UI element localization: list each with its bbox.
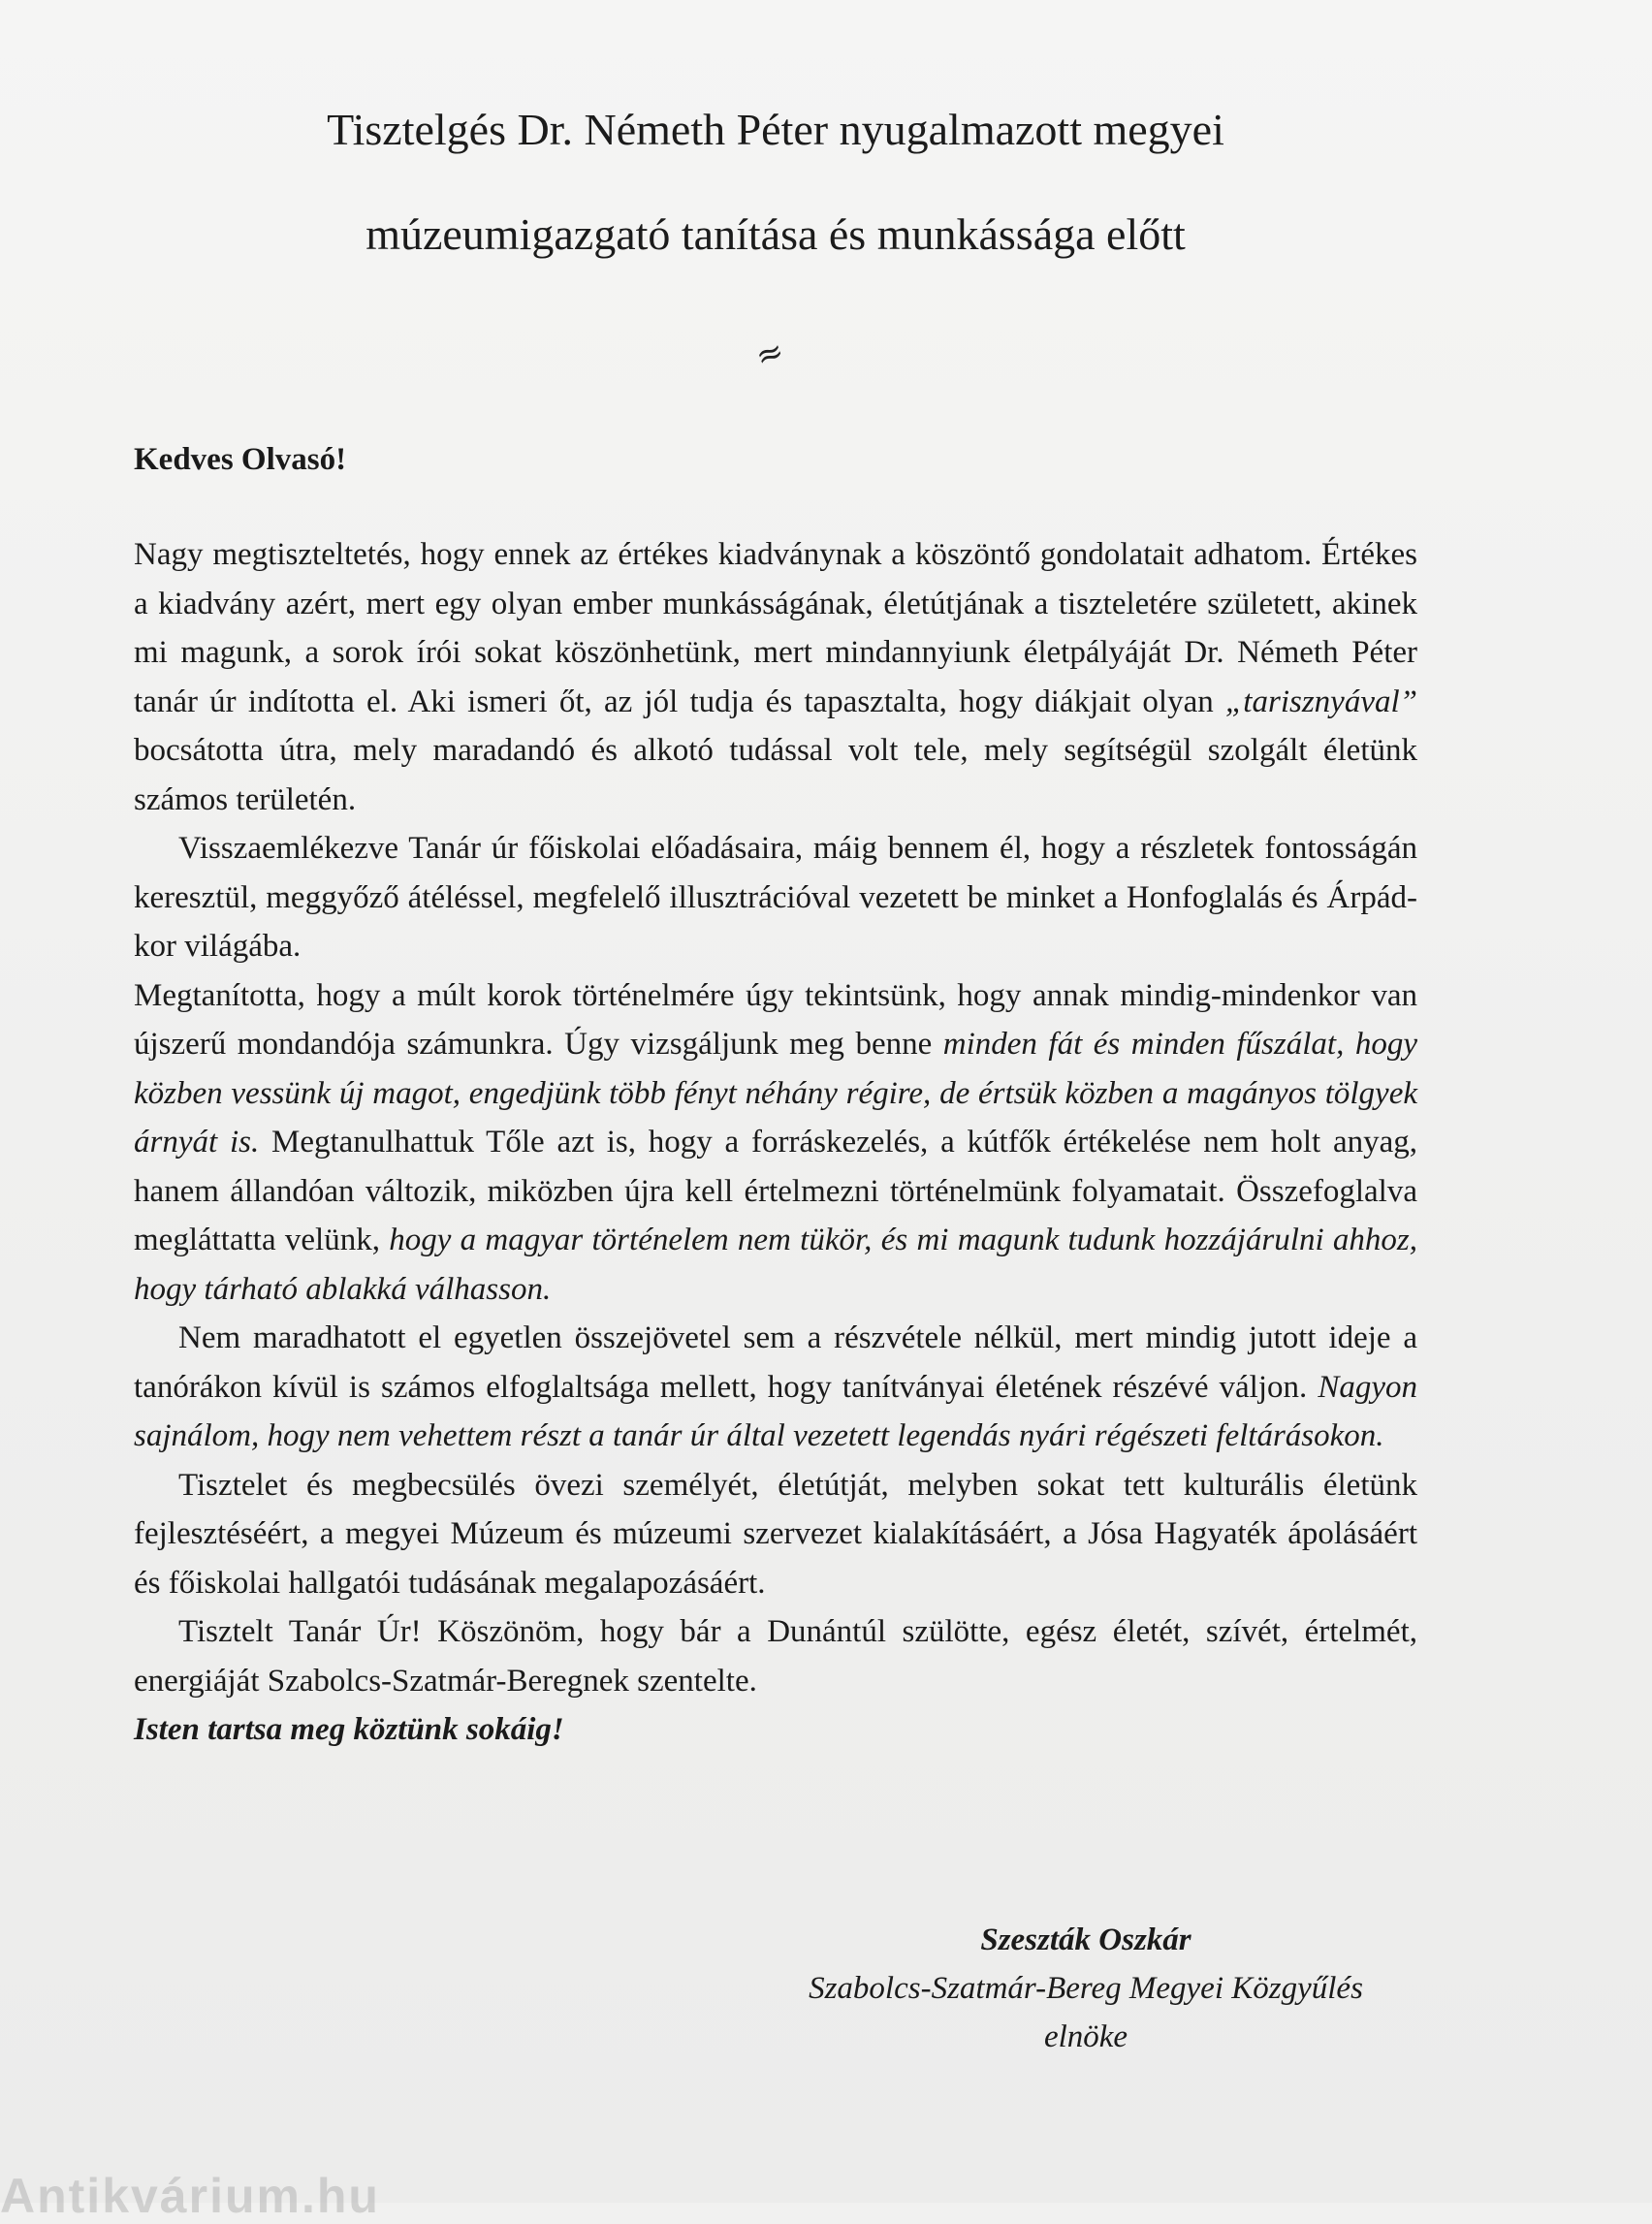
paragraph-5: Tisztelet és megbecsülés övezi személyét, életútját, melyben sokat tett kulturális életünk fejlesztéséért, a megyei Múzeum és múzeumi szervezet kialakításáért, a Jósa Hagyaték ápolásáért és főiskolai hallgatói tudásának megalapozásáért. <box>134 1467 1417 1601</box>
paragraph-1-end: bocsátotta útra, mely maradandó és alkotó tudással volt tele, mely segítségül szolgált életünk számos területén. <box>134 733 1417 817</box>
paragraph-4-start: Nem maradhatott el egyetlen összejövetel sem a részvétele nélkül, mert mindig jutott ideje a tanórákon kívül is számos elfoglaltsága mellett, hogy tanítványai életének részévé váljon. <box>134 1320 1417 1405</box>
letter-body <box>134 530 1417 1755</box>
ornament-divider-icon: ≈ <box>749 331 790 377</box>
signature-block <box>737 1916 1435 2061</box>
paragraph-4 <box>134 1314 1417 1461</box>
page-title <box>0 78 1551 287</box>
paragraph-3 <box>134 971 1417 1315</box>
closing-line: Isten tartsa meg köztünk sokáig! <box>134 1712 564 1747</box>
paragraph-1 <box>134 530 1417 824</box>
title-line-2: múzeumigazgató tanítása és munkássága előtt <box>365 209 1186 259</box>
signature-role-line-2: elnöke <box>1043 2019 1128 2054</box>
signature-role-line-1: Szabolcs-Szatmár-Bereg Megyei Közgyűlés <box>809 1971 1363 2006</box>
paragraph-3-italic-1: minden fát és minden fűszálat, hogy közben vessünk új magot, engedjünk több fényt néhány régire, de értsük közben a magányos tölgyek árnyát is. <box>134 1027 1417 1160</box>
salutation: Kedves Olvasó! <box>134 442 347 477</box>
paragraph-1-italic: „tarisznyával” <box>1224 683 1417 719</box>
paragraph-3-start: Megtanította, hogy a múlt korok történelmére úgy tekintsünk, hogy annak mindig-mindenkor van újszerű mondandója számunkra. Úgy vizsgáljunk meg benne <box>134 977 1417 1062</box>
paragraph-4-italic: Nagyon sajnálom, hogy nem vehettem részt a tanár úr által vezetett legendás nyári régészeti feltárásokon. <box>134 1369 1417 1453</box>
paragraph-6: Tisztelt Tanár Úr! Köszönöm, hogy bár a Dunántúl szülötte, egész életét, szívét, értelmét, energiáját Szabolcs-Szatmár-Beregnek szentelte. <box>134 1614 1417 1699</box>
paragraph-3-italic-2: hogy a magyar történelem nem tükör, és mi magunk tudunk hozzájárulni ahhoz, hogy tárható ablakká válhasson. <box>134 1223 1417 1307</box>
paragraph-3-mid: Megtanulhattuk Tőle azt is, hogy a forráskezelés, a kútfők értékelése nem holt anyag, hanem állandóan változik, miközben újra kell értelmezni történelmünk folyamatait. Összefoglalva megláttatta velünk, <box>134 1125 1417 1257</box>
paragraph-1-text: Nagy megtiszteltetés, hogy ennek az értékes kiadványnak a köszöntő gondolatait adhatom. Értékes a kiadvány azért, mert egy olyan ember munkásságának, életútjának a tiszteletére született, akinek mi magunk, a sorok írói sokat köszönhetünk, mert mindannyiunk életpályáját Dr. Németh Péter tanár úr indította el. Aki ismeri őt, az jól tudja és tapasztalta, hogy diákjait olyan <box>134 537 1417 719</box>
watermark: Antikvárium.hu <box>0 2169 380 2223</box>
title-line-1: Tisztelgés Dr. Németh Péter nyugalmazott megyei <box>327 105 1224 154</box>
signature-name: Szeszták Oszkár <box>980 1922 1191 1957</box>
paragraph-2: Visszaemlékezve Tanár úr főiskolai előadásaira, máig bennem él, hogy a részletek fontosságán keresztül, meggyőző átéléssel, megfelelő illusztrációval vezetett be minket a Honfoglalás és Árpád-kor világába. <box>134 831 1417 964</box>
